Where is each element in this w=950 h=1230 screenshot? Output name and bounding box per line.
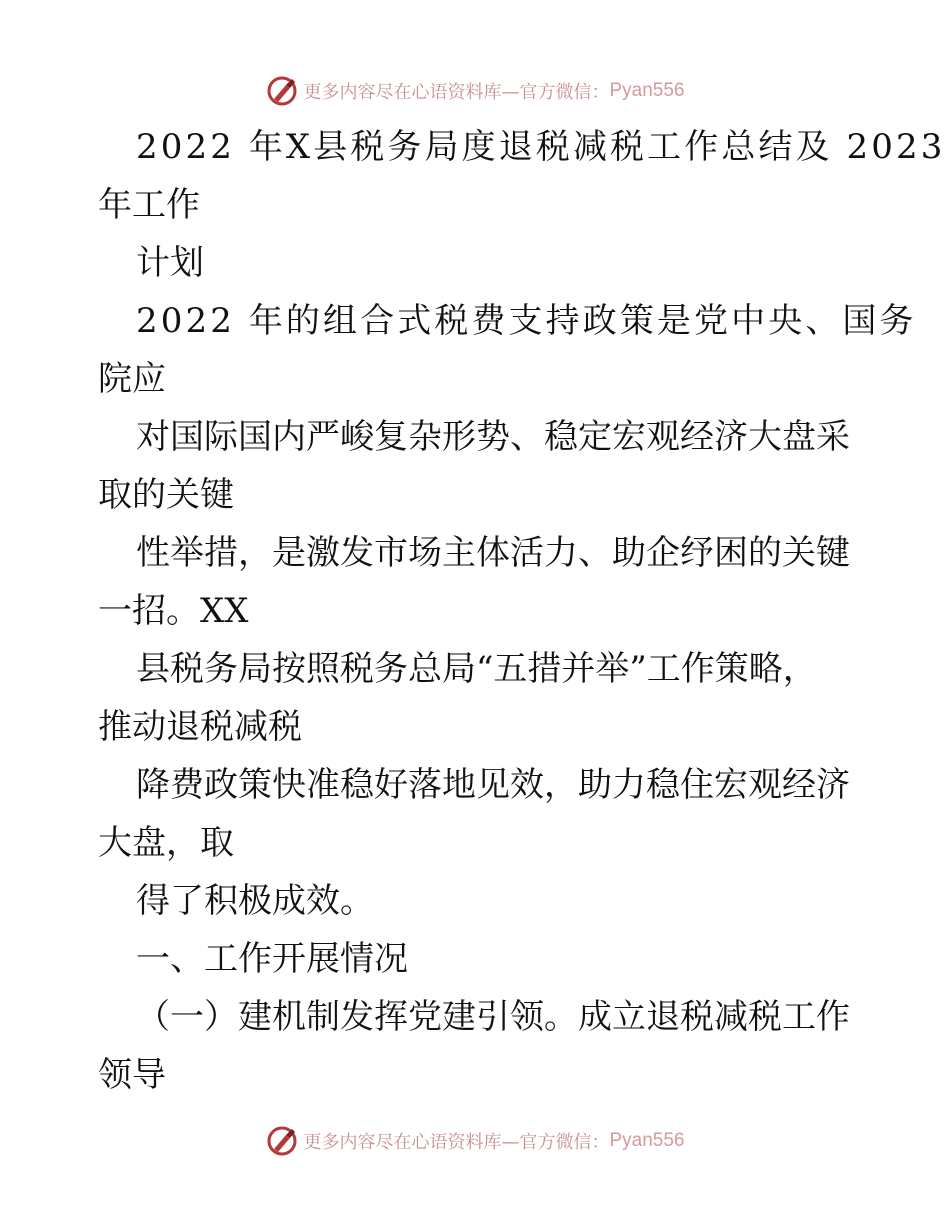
paragraph-line: 大盘，取 — [98, 823, 234, 863]
paragraph-line: 对国际国内严峻复杂形势、稳定宏观经济大盘采 — [136, 417, 850, 457]
watermark-text: 更多内容尽在心语资料库—官方微信： — [303, 82, 610, 103]
paragraph-line: 取的关键 — [98, 475, 234, 515]
footer-watermark — [0, 1124, 950, 1158]
paragraph-line: 性举措，是激发市场主体活力、助企纾困的关键 — [136, 533, 850, 573]
paragraph-line: 一招。XX — [98, 591, 249, 631]
pen-logo-icon — [265, 1124, 299, 1158]
title-line-2: 年工作 — [98, 185, 200, 225]
paragraph-line: 院应 — [98, 359, 166, 399]
paragraph-line: 领导 — [98, 1055, 166, 1095]
document-body — [98, 118, 946, 1104]
subsection-heading: （一）建机制发挥党建引领。成立退税减税工作 — [136, 997, 850, 1037]
paragraph-line: 2022 年的组合式税费支持政策是党中央、国务 — [136, 301, 917, 341]
title-line-3: 计划 — [136, 243, 204, 283]
pen-logo-icon — [265, 74, 299, 108]
header-watermark — [0, 74, 950, 108]
wechat-id: Pyan556 — [609, 1130, 685, 1151]
title-line-1: 2022 年X县税务局度退税减税工作总结及 2023 — [136, 127, 946, 167]
paragraph-line: 得了积极成效。 — [136, 881, 374, 921]
paragraph-line: 推动退税减税 — [98, 707, 302, 747]
paragraph-line: 降费政策快准稳好落地见效，助力稳住宏观经济 — [136, 765, 850, 805]
section-heading: 一、工作开展情况 — [136, 939, 408, 979]
watermark-text: 更多内容尽在心语资料库—官方微信： — [303, 1132, 610, 1153]
wechat-id: Pyan556 — [609, 80, 685, 101]
paragraph-line: 县税务局按照税务总局“五措并举”工作策略， — [136, 649, 817, 689]
